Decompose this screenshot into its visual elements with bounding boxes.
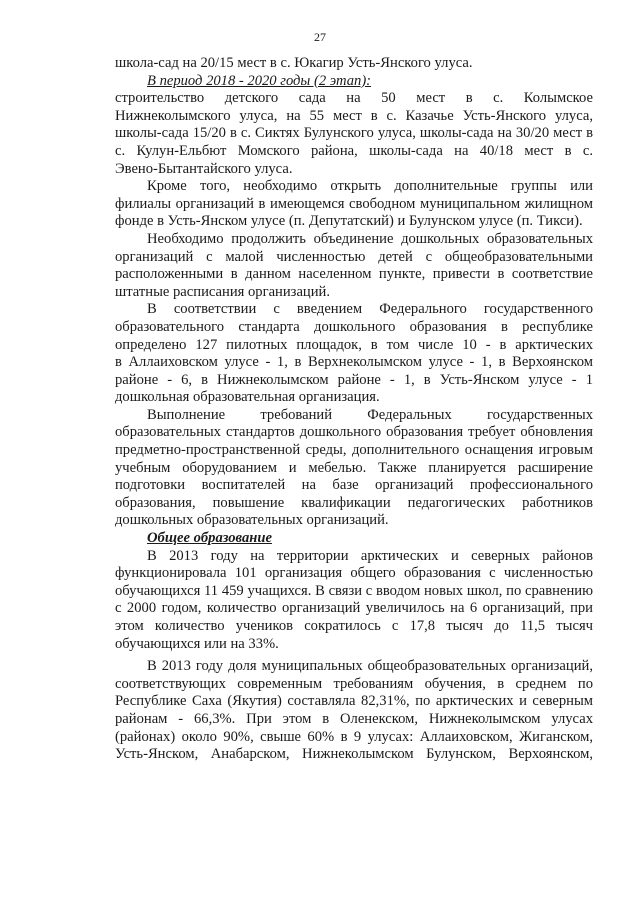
text-line: дошкольных образовательных организаций. <box>115 512 389 529</box>
text-line: с. Кулун-Ельбют Момского района, школы-сада на 40/18 мест в с. <box>115 142 593 159</box>
text-line: этом количество учеников сократилось с 17,8 тысяч до 11,5 тысяч <box>115 618 593 634</box>
text-line: образовательного стандарта дошкольного образования в республике <box>115 318 593 335</box>
text-line: предметно-пространственной среды, дополнительного оснащения игровым <box>115 442 593 459</box>
text-line: Усть-Янском, Анабарском, Нижнеколымском Булунском, Верхоянском, <box>115 746 593 763</box>
text-line: в Аллаиховском улусе - 1, в Верхнеколымском улусе - 1, в Верхоянском <box>115 354 593 371</box>
text-line: Республике Саха (Якутия) составляла 82,31%, по арктических и северным <box>115 693 593 710</box>
text-line: районам - 66,3%. При этом в Оленекском, Нижнеколымском улусах <box>115 710 593 727</box>
text-line: Выполнение требований Федеральных государственных <box>147 406 593 423</box>
period-heading: В период 2018 - 2020 годы (2 этап): <box>147 72 372 89</box>
text-line: расположенными в данном населенном пункте, привести в соответствие <box>115 266 593 283</box>
text-line: соответствующих современным требованиям обучения, в среднем по <box>115 675 593 692</box>
text-line: подготовки воспитателей на базе организаций профессионального <box>115 477 593 494</box>
text-line: организаций с малой численностью детей с общеобразовательными <box>115 248 593 265</box>
text-line: Эвено-Бытантайского улуса. <box>115 160 293 177</box>
text-line: школа-сад на 20/15 мест в с. Юкагир Усть-Янского улуса. <box>115 55 473 71</box>
document-body <box>115 55 593 764</box>
text-line: филиалы организаций в имеющемся свободном муниципальном жилищном <box>115 195 593 212</box>
text-line: (районах) около 90%, свыше 60% в 9 улусах: Аллаиховском, Жиганском, <box>115 728 593 745</box>
text-line: образовательных стандартов дошкольного образования требует обновления <box>115 424 593 441</box>
text-line: учебным оборудованием и мебелью. Также планируется расширение <box>115 459 593 476</box>
text-line: В 2013 году на территории арктических и северных районов <box>147 547 593 564</box>
text-line: В соответствии с введением Федерального государственного <box>147 301 593 318</box>
text-line: В 2013 году доля муниципальных общеобразовательных организаций, <box>147 658 593 675</box>
text-line: районе - 6, в Нижнеколымском районе - 1, в Усть-Янском улусе - 1 <box>115 371 593 388</box>
text-line: Необходимо продолжить объединение дошкольных образовательных <box>147 230 593 247</box>
section-heading: Общее образование <box>147 530 272 547</box>
text-line: фонде в Усть-Янском улусе (п. Депутатский) и Булунском улусе (п. Тикси). <box>115 213 583 230</box>
text-line: Нижнеколымского улуса, на 55 мест в с. Казачье Усть-Янского улуса, <box>115 107 593 124</box>
text-line: строительство детского сада на 50 мест в с. Колымское <box>115 90 593 107</box>
text-line: обучающихся 11 459 учащихся. В связи с вводом новых школ, по сравнению <box>115 582 593 599</box>
text-line: с 2000 годом, количество организаций увеличилось на 6 организаций, при <box>115 600 593 617</box>
text-line: функционировала 101 организация общего образования с численностью <box>115 565 593 582</box>
text-line: образования, повышение квалификации педагогических работников <box>115 494 593 511</box>
text-line: штатные расписания организаций. <box>115 283 330 300</box>
text-line: обучающихся или на 33%. <box>115 635 279 652</box>
text-line: определено 127 пилотных площадок, в том числе 10 - в арктических <box>115 336 593 353</box>
text-line: Кроме того, необходимо открыть дополнительные группы или <box>147 178 593 195</box>
text-line: школы-сада 15/20 в с. Сиктях Булунского улуса, школы-сада на 30/20 мест в <box>115 125 593 142</box>
text-line: дошкольная образовательная организация. <box>115 389 380 406</box>
page-number: 27 <box>314 30 326 44</box>
